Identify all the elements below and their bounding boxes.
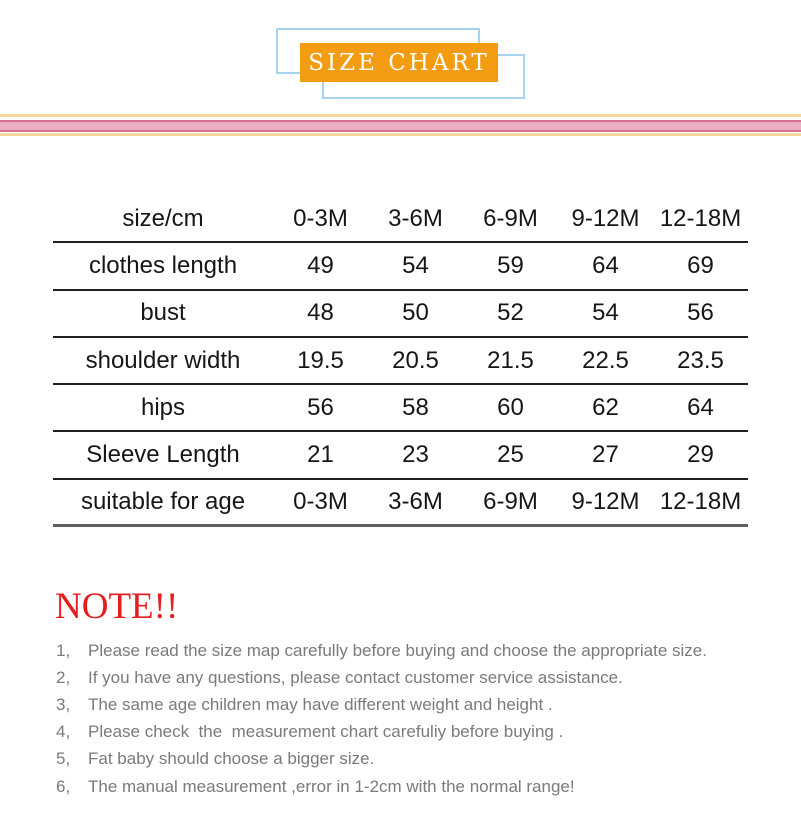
cell-value: 62 xyxy=(592,393,619,421)
cell-value: 54 xyxy=(592,299,619,327)
note-number: 1, xyxy=(56,640,71,660)
note-text: If you have any questions, please contact customer service assistance. xyxy=(88,667,623,687)
row-label: suitable for age xyxy=(80,487,246,515)
cell-value: 64 xyxy=(687,393,714,421)
column-header: 9-12M xyxy=(571,204,640,232)
cell-value: 58 xyxy=(402,393,429,421)
note-number: 5, xyxy=(56,749,71,769)
table-row xyxy=(53,432,748,479)
cell-value: 59 xyxy=(497,251,524,279)
cell-value: 25 xyxy=(497,441,524,469)
cell-value: 64 xyxy=(592,251,619,279)
table-header-row xyxy=(53,196,748,243)
cell-value: 54 xyxy=(402,251,429,279)
divider-stripe-orange-top xyxy=(0,114,801,117)
column-header: 3-6M xyxy=(388,204,443,232)
cell-value: 23 xyxy=(402,441,429,469)
note-text: The same age children may have different weight and height . xyxy=(88,694,553,714)
cell-value: 29 xyxy=(687,441,714,469)
cell-value: 23.5 xyxy=(677,346,724,374)
row-label: hips xyxy=(140,393,186,421)
cell-value: 49 xyxy=(307,251,334,279)
page-title: SIZE CHART xyxy=(308,49,490,76)
note-heading: NOTE!! xyxy=(55,586,179,627)
note-number: 3, xyxy=(56,694,71,714)
cell-value: 6-9M xyxy=(483,487,538,515)
column-header: 6-9M xyxy=(483,204,538,232)
note-item xyxy=(56,637,776,664)
cell-value: 27 xyxy=(592,441,619,469)
note-number: 6, xyxy=(56,776,71,796)
cell-value: 56 xyxy=(687,299,714,327)
table-row xyxy=(53,243,748,290)
cell-value: 12-18M xyxy=(659,487,742,515)
row-label: shoulder width xyxy=(85,346,241,374)
note-text: The manual measurement ,error in 1-2cm with the normal range! xyxy=(88,776,575,796)
table-row xyxy=(53,385,748,432)
cell-value: 48 xyxy=(307,299,334,327)
cell-value: 56 xyxy=(307,393,334,421)
size-chart-banner xyxy=(300,43,498,82)
cell-value: 3-6M xyxy=(388,487,443,515)
cell-value: 19.5 xyxy=(297,346,344,374)
note-text: Please check the measurement chart carefuliy before buying . xyxy=(88,722,564,742)
cell-value: 20.5 xyxy=(392,346,439,374)
notes-list xyxy=(56,637,776,800)
cell-value: 22.5 xyxy=(582,346,629,374)
note-item xyxy=(56,664,776,691)
note-text: Fat baby should choose a bigger size. xyxy=(88,749,375,769)
cell-value: 21 xyxy=(307,441,334,469)
row-label: bust xyxy=(140,299,186,327)
column-header: 12-18M xyxy=(659,204,742,232)
note-number: 2, xyxy=(56,667,71,687)
note-number: 4, xyxy=(56,722,71,742)
cell-value: 21.5 xyxy=(487,346,534,374)
column-header: 0-3M xyxy=(293,204,348,232)
cell-value: 60 xyxy=(497,393,524,421)
divider-stripe-orange-bottom xyxy=(0,133,801,136)
cell-value: 69 xyxy=(687,251,714,279)
cell-value: 9-12M xyxy=(571,487,640,515)
size-table xyxy=(53,196,748,527)
table-row xyxy=(53,480,748,527)
note-item xyxy=(56,719,776,746)
cell-value: 50 xyxy=(402,299,429,327)
table-row xyxy=(53,291,748,338)
table-unit-label: size/cm xyxy=(122,204,204,232)
divider-stripe-pink-band xyxy=(0,120,801,132)
table-row xyxy=(53,338,748,385)
note-item xyxy=(56,691,776,718)
cell-value: 0-3M xyxy=(293,487,348,515)
row-label: clothes length xyxy=(88,251,238,279)
cell-value: 52 xyxy=(497,299,524,327)
row-label: Sleeve Length xyxy=(86,441,240,469)
note-item xyxy=(56,773,776,800)
note-text: Please read the size map carefully before buying and choose the appropriate size. xyxy=(88,640,707,660)
note-item xyxy=(56,746,776,773)
